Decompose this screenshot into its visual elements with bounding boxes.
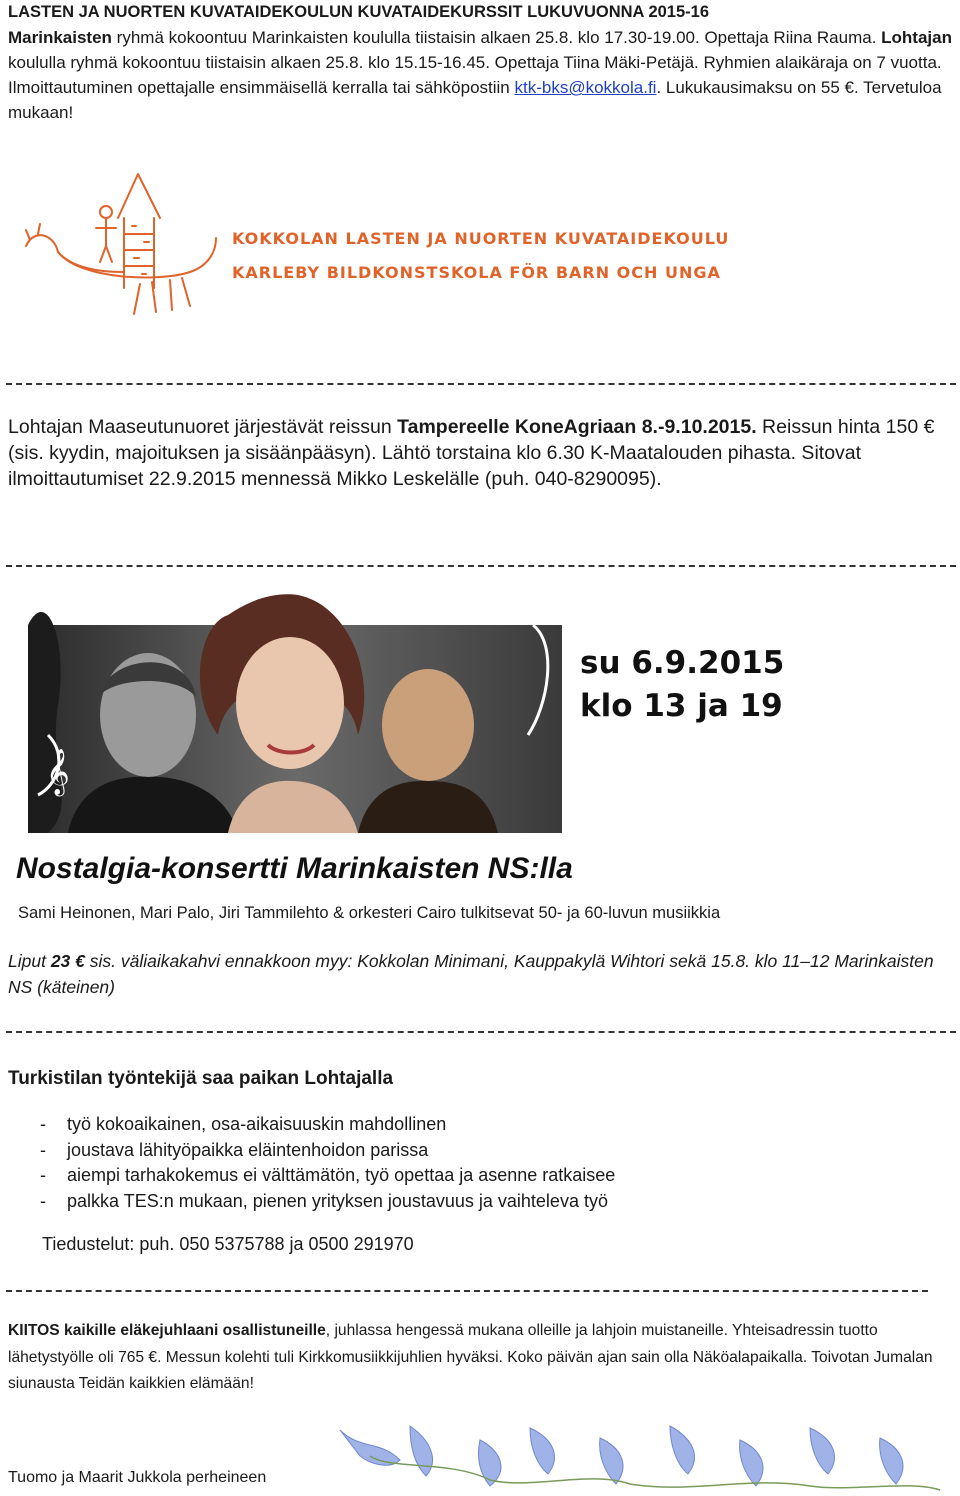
thanks-section xyxy=(8,1318,960,1398)
job-title: Turkistilan työntekijä saa paikan Lohtajalla xyxy=(8,1068,394,1089)
tickets-price: 23 € xyxy=(50,951,85,971)
intro-text-3: . Lukukausimaksu on 55 €. Tervetuloa mukaan! xyxy=(8,78,942,122)
logo-line-1: KOKKOLAN LASTEN JA NUORTEN KUVATAIDEKOULU xyxy=(232,229,730,248)
intro-text-2: koululla ryhmä kokoontuu tiistaisin alkaen 25.8. klo 15.15-16.45. Opettaja Tiina Mäki-Petäjä. Ryhmien alaikäraja on 7 vuotta. Ilmoittautuminen opettajalle ensimmäisellä kerralla tai sähköpostiin xyxy=(8,53,942,97)
art-school-logo-drawing xyxy=(20,168,230,328)
place-marinkainen: Marinkaisten xyxy=(8,28,112,47)
art-school-intro xyxy=(8,25,958,125)
tickets-prefix: Liput xyxy=(8,951,51,971)
trip-section xyxy=(8,414,958,492)
trip-text xyxy=(8,414,958,492)
section-divider xyxy=(6,1031,956,1033)
email-link[interactable]: ktk-bks@kokkola.fi xyxy=(514,78,657,97)
concert-title: Nostalgia-konsertti Marinkaisten NS:lla xyxy=(16,852,573,885)
job-contact: Tiedustelut: puh. 050 5375788 ja 0500 291970 xyxy=(42,1234,414,1254)
trip-text-2: Reissun hinta 150 € (sis. kyydin, majoituksen ja sisäänpääsyn). Lähtö torstaina klo 6.30 K-Maatalouden pihasta. Sitovat ilmoittautumiset 22.9.2015 mennessä Mikko Leskelälle (puh. 040-8290095). xyxy=(8,416,935,490)
bellflower-decoration xyxy=(330,1420,950,1496)
trip-text-1: Lohtajan Maaseutunuoret järjestävät reissun xyxy=(8,416,398,438)
svg-text:𝄞: 𝄞 xyxy=(46,749,70,795)
concert-date-block xyxy=(580,642,784,728)
concert-date: su 6.9.2015 xyxy=(580,645,785,681)
job-list xyxy=(40,1112,615,1214)
concert-photo xyxy=(28,585,562,833)
section-divider xyxy=(6,1290,928,1292)
signature: Tuomo ja Maarit Jukkola perheineen xyxy=(8,1469,267,1486)
art-school-title: LASTEN JA NUORTEN KUVATAIDEKOULUN KUVATAIDEKURSSIT LUKUVUONNA 2015-16 xyxy=(8,3,709,21)
place-lohtaja: Lohtajan xyxy=(881,28,952,47)
thanks-bold: KIITOS kaikille eläkejuhlaani osallistuneille xyxy=(8,1322,326,1339)
list-item: - aiempi tarhakokemus ei välttämätön, työ opettaa ja asenne ratkaisee xyxy=(40,1163,615,1189)
trip-destination: Tampereelle KoneAgriaan 8.-9.10.2015. xyxy=(397,416,757,438)
tickets-text: sis. väliaikakahvi ennakkoon myy: Kokkolan Minimani, Kauppakylä Wihtori sekä 15.8. klo 11–12 Marinkaisten NS (käteinen) xyxy=(8,951,934,997)
thanks-text xyxy=(8,1318,960,1398)
thanks-body: , juhlassa hengessä mukana olleille ja lahjoin muistaneille. Yhteisadressin tuotto lähetystyölle oli 765 €. Messun kolehti tuli Kirkkomusiikkijuhlien hyväksi. Koko päivän ajan sain olla Näköalapaikalla. Toivotan Jumalan siunausta Teidän kaikkien elämään! xyxy=(8,1322,933,1392)
concert-tickets xyxy=(8,948,958,1000)
intro-text-1: ryhmä kokoontuu Marinkaisten koululla tiistaisin alkaen 25.8. klo 17.30-19.00. Opettaja Riina Rauma. xyxy=(111,28,882,47)
list-item: - joustava lähityöpaikka eläintenhoidon parissa xyxy=(40,1138,615,1164)
art-school-section xyxy=(8,0,958,125)
logo-line-2: KARLEBY BILDKONSTSKOLA FÖR BARN OCH UNGA xyxy=(232,263,721,282)
section-divider xyxy=(6,565,956,567)
list-item: - työ kokoaikainen, osa-aikaisuuskin mahdollinen xyxy=(40,1112,615,1138)
concert-performers: Sami Heinonen, Mari Palo, Jiri Tammilehto & orkesteri Cairo tulkitsevat 50- ja 60-luvun musiikkia xyxy=(18,904,721,922)
list-item: - palkka TES:n mukaan, pienen yrityksen joustavuus ja vaihteleva työ xyxy=(40,1189,615,1215)
concert-time: klo 13 ja 19 xyxy=(580,688,783,724)
section-divider xyxy=(6,383,956,385)
